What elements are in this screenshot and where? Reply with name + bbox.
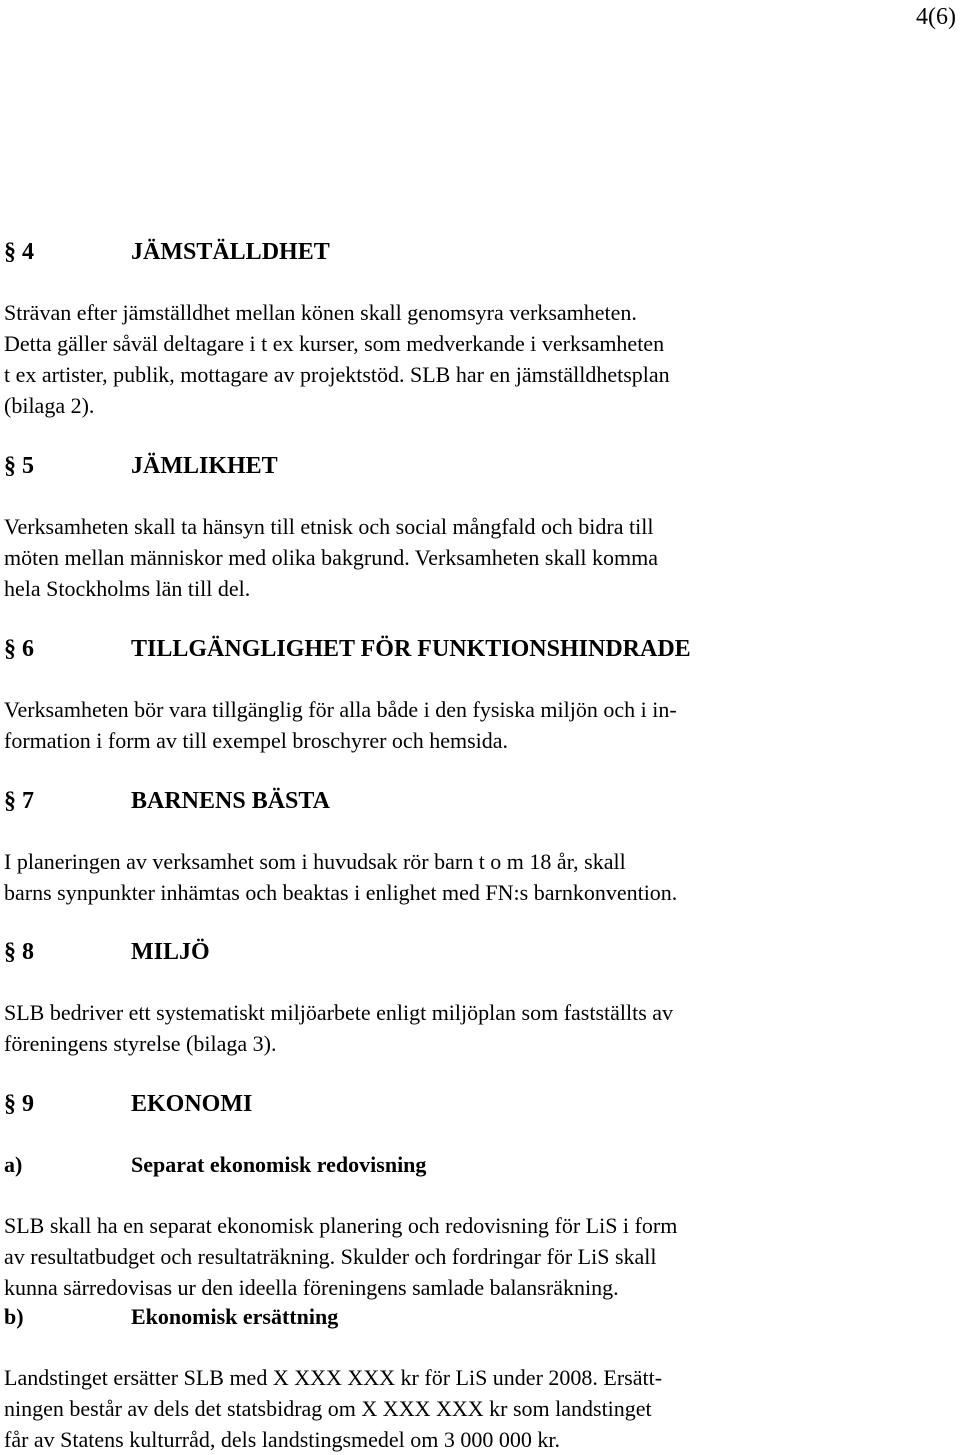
section-title: EKONOMI bbox=[131, 1091, 253, 1117]
paragraph-line: hela Stockholms län till del. bbox=[4, 576, 251, 601]
paragraph-line: ningen består av dels det statsbidrag om X XXX XXX kr som landstinget bbox=[4, 1396, 652, 1421]
subsection-paragraph-b bbox=[4, 1362, 824, 1455]
paragraph-line: I planeringen av verksamhet som i huvudsak rör barn t o m 18 år, skall bbox=[4, 849, 626, 874]
section-number: § 6 bbox=[4, 636, 34, 662]
paragraph-line: av resultatbudget och resultaträkning. Skulder och fordringar för LiS skall bbox=[4, 1244, 657, 1269]
section-number: § 8 bbox=[4, 939, 34, 965]
section-number: § 4 bbox=[4, 239, 34, 265]
subsection-title: Separat ekonomisk redovisning bbox=[131, 1152, 427, 1177]
section-paragraph-5 bbox=[4, 511, 824, 604]
subsection-number: b) bbox=[4, 1304, 24, 1329]
paragraph-line: Strävan efter jämställdhet mellan könen skall genomsyra verksamheten. bbox=[4, 300, 637, 325]
paragraph-line: får av Statens kulturråd, dels landstingsmedel om 3 000 000 kr. bbox=[4, 1427, 561, 1452]
paragraph-line: Verksamheten skall ta hänsyn till etnisk och social mångfald och bidra till bbox=[4, 514, 654, 539]
section-title: JÄMLIKHET bbox=[131, 453, 278, 479]
section-paragraph-7 bbox=[4, 846, 824, 908]
paragraph-line: Verksamheten bör vara tillgänglig för alla både i den fysiska miljön och i in- bbox=[4, 697, 677, 722]
section-paragraph-4 bbox=[4, 297, 824, 421]
section-paragraph-6 bbox=[4, 694, 824, 756]
page-number: 4(6) bbox=[916, 4, 956, 30]
paragraph-line: möten mellan människor med olika bakgrund. Verksamheten skall komma bbox=[4, 545, 658, 570]
paragraph-line: föreningens styrelse (bilaga 3). bbox=[4, 1031, 277, 1056]
subsection-paragraph-a bbox=[4, 1210, 824, 1303]
paragraph-line: SLB skall ha en separat ekonomisk planering och redovisning för LiS i form bbox=[4, 1213, 678, 1238]
subsection-number: a) bbox=[4, 1152, 23, 1177]
section-title: JÄMSTÄLLDHET bbox=[131, 239, 330, 265]
subsection-title: Ekonomisk ersättning bbox=[131, 1304, 339, 1329]
paragraph-line: Detta gäller såväl deltagare i t ex kurser, som medverkande i verksamheten bbox=[4, 331, 665, 356]
paragraph-line: SLB bedriver ett systematiskt miljöarbete enligt miljöplan som fastställts av bbox=[4, 1000, 674, 1025]
paragraph-line: (bilaga 2). bbox=[4, 393, 95, 418]
section-number: § 9 bbox=[4, 1091, 34, 1117]
paragraph-line: Landstinget ersätter SLB med X XXX XXX kr för LiS under 2008. Ersätt- bbox=[4, 1365, 663, 1390]
section-title: MILJÖ bbox=[131, 939, 210, 965]
section-title: BARNENS BÄSTA bbox=[131, 788, 330, 814]
section-number: § 7 bbox=[4, 788, 34, 814]
section-title: TILLGÄNGLIGHET FÖR FUNKTIONSHINDRADE bbox=[131, 636, 691, 662]
paragraph-line: t ex artister, publik, mottagare av projektstöd. SLB har en jämställdhetsplan bbox=[4, 362, 670, 387]
section-paragraph-8 bbox=[4, 997, 824, 1059]
section-number: § 5 bbox=[4, 453, 34, 479]
paragraph-line: formation i form av till exempel broschyrer och hemsida. bbox=[4, 728, 509, 753]
paragraph-line: kunna särredovisas ur den ideella föreningens samlade balansräkning. bbox=[4, 1275, 619, 1300]
paragraph-line: barns synpunkter inhämtas och beaktas i enlighet med FN:s barnkonvention. bbox=[4, 880, 678, 905]
